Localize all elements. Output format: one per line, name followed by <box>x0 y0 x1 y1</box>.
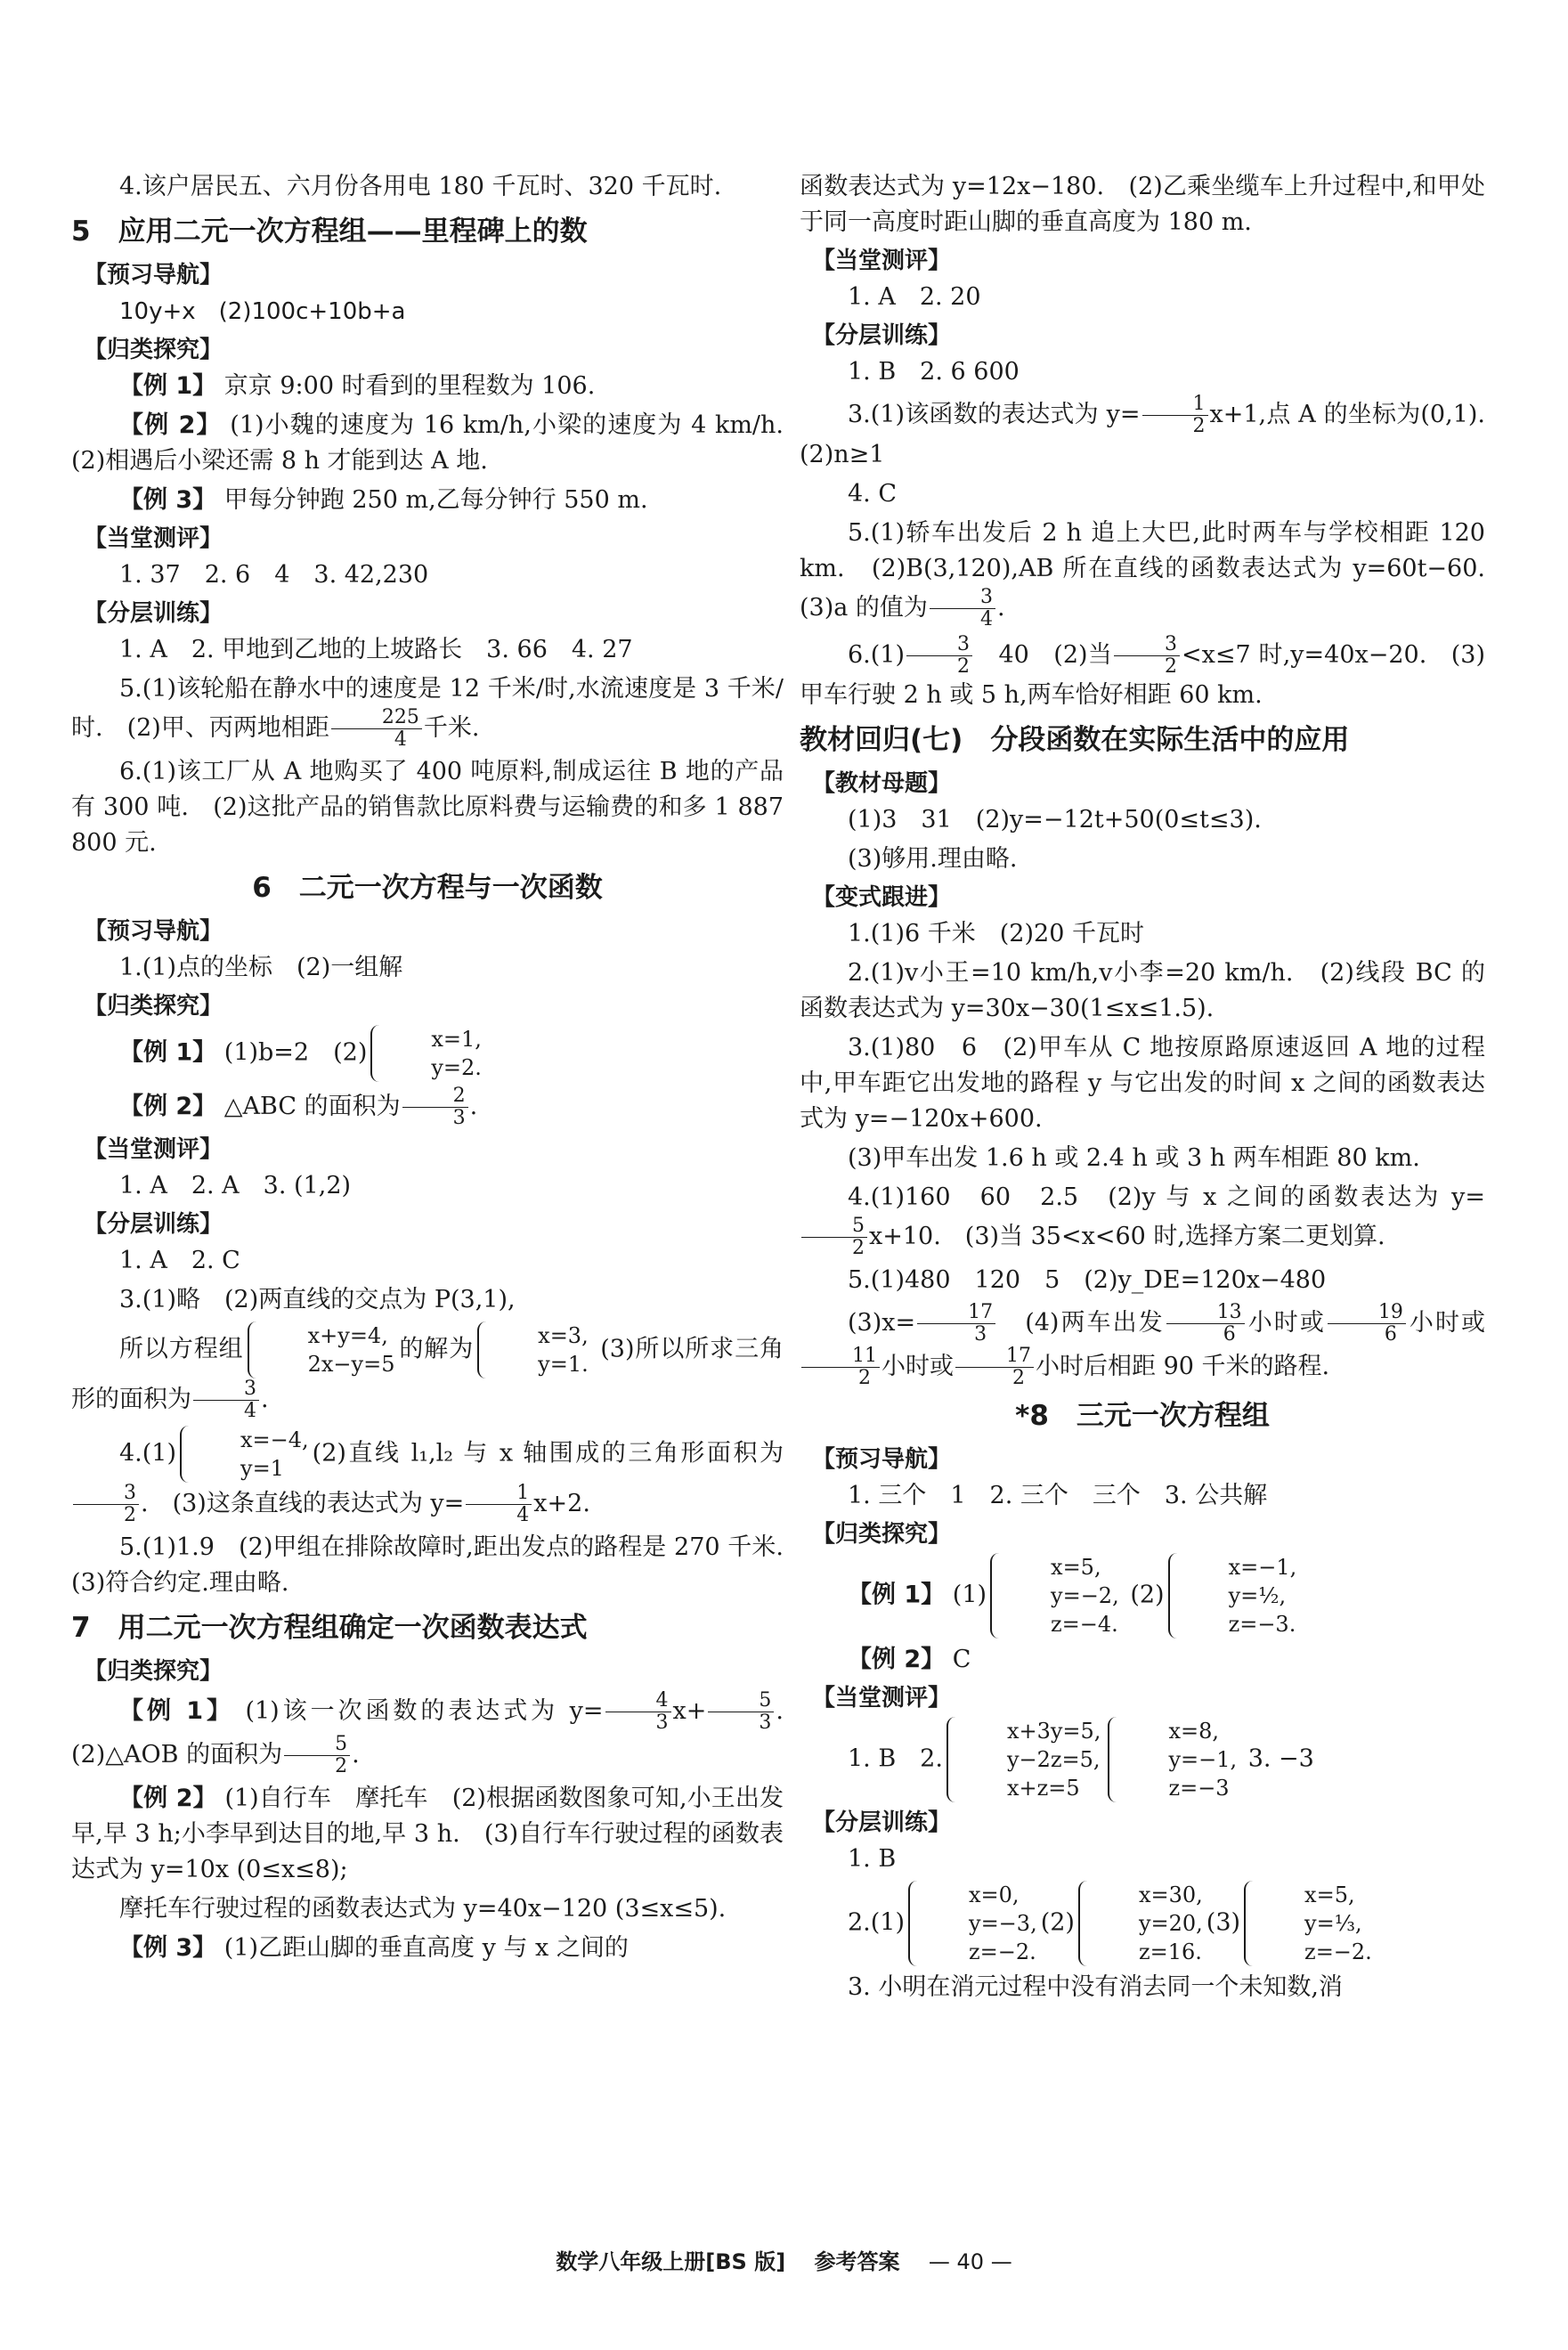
answer-text: 小时或 <box>1246 1309 1326 1337</box>
answer-text: . (3)这条直线的表达式为 y= <box>141 1490 465 1517</box>
answer-line: 4.该户居民五、六月份各用电 180 千瓦时、320 千瓦时. <box>119 173 722 200</box>
example-text: . (2)△AOB 的面积为 <box>71 1697 808 1769</box>
tag-explore: 【归类探究】 <box>84 993 223 1020</box>
answer-text: (4)两车出发 <box>997 1309 1165 1337</box>
answer-line <box>71 1321 784 1422</box>
system-row: x=0, <box>969 1882 1020 1907</box>
answer-line: 1. B <box>848 1845 897 1873</box>
numerator: 2 <box>402 1086 468 1108</box>
example-label: 【例 1】 <box>119 372 217 400</box>
answer-text: x+2. <box>533 1490 590 1517</box>
system-rows <box>921 1881 1037 1966</box>
system-row: y=−2, <box>1051 1583 1119 1608</box>
fraction <box>466 1483 532 1526</box>
answer-line <box>71 1426 784 1526</box>
answer-text: 的解为 <box>398 1335 475 1363</box>
brace <box>248 1321 256 1378</box>
system-row: 2x−y=5 <box>307 1352 395 1377</box>
denominator: 4 <box>979 608 993 630</box>
numerator: 5 <box>284 1734 350 1756</box>
example-text: 京京 9:00 时看到的里程数为 106. <box>223 372 596 400</box>
brace <box>1168 1553 1177 1638</box>
system-row: z=−3 <box>1168 1776 1230 1801</box>
system-row: y=⅓, <box>1304 1911 1362 1936</box>
system-rows <box>383 1025 482 1082</box>
system-row: y=−3, <box>969 1911 1037 1936</box>
system-row: x=30, <box>1138 1882 1203 1907</box>
example-2 <box>800 1642 1485 1678</box>
answer-line: 4. C <box>848 480 898 508</box>
answer-text: 所以方程组 <box>119 1335 244 1363</box>
system-row: y−2z=5, <box>1006 1747 1101 1772</box>
answer-text: 40 (2)当 <box>974 641 1112 669</box>
system-row: z=−2. <box>969 1939 1036 1964</box>
answer-text: (3)所 <box>600 1335 661 1363</box>
equation-system <box>990 1553 1119 1638</box>
equation-system <box>180 1426 309 1483</box>
answer-line: 5.(1)1.9 (2)甲组在排除故障时,距出发点的路程是 270 千米. (3)符合约定.理由略. <box>71 1533 808 1597</box>
answer-text: 以所求三角形的面积为 <box>71 1335 784 1413</box>
tag-explore: 【归类探究】 <box>84 337 223 363</box>
numerator: 13 <box>1166 1302 1245 1324</box>
example-label: 【例 2】 <box>119 1785 217 1812</box>
answer-text: 2.(1) <box>848 1908 906 1937</box>
equation-system <box>1244 1881 1372 1966</box>
numerator: 11 <box>801 1346 880 1368</box>
fraction <box>73 1483 139 1526</box>
tag-training: 【分层训练】 <box>84 600 223 627</box>
answer-text: 小时或 <box>1407 1309 1486 1337</box>
tag-training: 【分层训练】 <box>812 322 952 349</box>
answer-text: 1. B 2. <box>848 1744 943 1773</box>
denominator: 4 <box>394 728 407 751</box>
brace <box>370 1025 379 1082</box>
denominator: 3 <box>974 1323 987 1346</box>
denominator: 3 <box>655 1712 669 1734</box>
system-row: y=20, <box>1138 1911 1203 1936</box>
answer-line <box>800 516 1509 630</box>
brace <box>946 1717 955 1802</box>
tag-class-test: 【当堂测评】 <box>84 525 223 552</box>
numerator: 3 <box>930 587 995 609</box>
system-rows <box>1181 1553 1297 1638</box>
numerator: 1 <box>1142 394 1208 416</box>
fraction <box>955 1346 1034 1389</box>
answer-line: 1.(1)6 千米 (2)20 千瓦时 <box>848 920 1144 947</box>
example-label: 【例 3】 <box>119 486 217 514</box>
tag-preview: 【预习导航】 <box>84 262 223 289</box>
numerator: 3 <box>193 1378 259 1401</box>
system-row: y=1. <box>538 1352 589 1377</box>
tag-training: 【分层训练】 <box>812 1809 952 1836</box>
tag-class-test: 【当堂测评】 <box>812 1685 952 1712</box>
example-text: (1)乙距山脚的垂直高度 y 与 x 之间的 <box>223 1934 629 1962</box>
system-row: x=1, <box>431 1027 482 1052</box>
answer-line: 1. B 2. 6 600 <box>848 358 1020 386</box>
brace <box>990 1553 999 1638</box>
tag-class-test: 【当堂测评】 <box>84 1136 223 1163</box>
fraction <box>331 707 422 751</box>
numerator: 19 <box>1328 1302 1406 1324</box>
tag-preview: 【预习导航】 <box>84 918 223 945</box>
answer-line: 摩托车行驶过程的函数表达式为 y=40x−120 (3≤x≤5). <box>119 1895 727 1923</box>
answer-text: (3)x= <box>848 1309 916 1337</box>
numerator: 225 <box>331 707 422 729</box>
numerator: 3 <box>73 1483 139 1505</box>
answer-text: (2)直线 l₁,l₂ 与 x 轴围成的三角形面积为 <box>312 1439 784 1468</box>
answer-text: x+1,点 A 的坐标为(0,1). (2)n≥1 <box>800 401 1509 468</box>
fraction <box>605 1690 671 1734</box>
numerator: 3 <box>906 634 972 656</box>
example-text: . <box>352 1741 360 1769</box>
answer-line <box>71 671 784 751</box>
answer-text: 千米. <box>423 714 480 742</box>
left-column <box>71 169 808 1970</box>
example-text: (1)该一次函数的表达式为 y= <box>245 1697 604 1725</box>
example-text: (1)b=2 (2) <box>223 1038 368 1067</box>
answer-text: 4.(1)160 60 2.5 (2)y 与 x 之间的函数表达为 y= <box>848 1183 1485 1211</box>
brace <box>908 1881 917 1966</box>
fraction <box>284 1734 350 1777</box>
tag-class-test: 【当堂测评】 <box>812 248 952 274</box>
answer-line: 1. 37 2. 6 4 3. 42,230 <box>119 561 429 589</box>
brace <box>180 1426 189 1483</box>
system-row: z=−4. <box>1051 1612 1118 1637</box>
answer-line <box>800 393 1509 473</box>
example-text: x+ <box>672 1697 707 1725</box>
answer-line <box>800 634 1485 713</box>
denominator: 4 <box>244 1400 256 1422</box>
system-row: z=−3. <box>1228 1612 1296 1637</box>
answer-label: 参考答案 <box>814 2249 900 2274</box>
system-rows <box>1256 1881 1372 1966</box>
example-text: △ABC 的面积为 <box>223 1093 401 1120</box>
equation-system <box>946 1717 1101 1802</box>
system-row: x=−4, <box>240 1427 309 1452</box>
answer-text: . <box>261 1386 269 1413</box>
system-rows <box>260 1321 395 1378</box>
answer-line: 10y+x (2)100c+10b+a <box>119 298 406 325</box>
system-rows <box>1120 1717 1237 1802</box>
page-footer <box>0 2244 1568 2275</box>
answer-text: . <box>996 594 1005 622</box>
brace <box>1078 1881 1087 1966</box>
system-rows <box>1091 1881 1203 1966</box>
answer-text: 5.(1)该轮船在静水中的速度是 12 千米/时,水流速度是 3 千米/时. (2)甲、丙两地相距 <box>71 675 784 742</box>
example-1 <box>800 1553 1485 1638</box>
system-row: z=−2. <box>1304 1939 1372 1964</box>
brace <box>477 1321 486 1378</box>
answer-line <box>800 1302 1485 1389</box>
answer-line: 1. A 2. 甲地到乙地的上坡路长 3. 66 4. 27 <box>119 636 633 663</box>
denominator: 2 <box>335 1755 348 1777</box>
answer-line: 1. 三个 1 2. 三个 三个 3. 公共解 <box>848 1482 1268 1509</box>
tag-variation: 【变式跟进】 <box>812 884 952 911</box>
example-text: . <box>469 1093 478 1120</box>
example-2 <box>71 1086 784 1129</box>
answer-line: 2.(1)v小王=10 km/h,v小李=20 km/h. (2)线段 BC 的函数表达式为 y=30x−30(1≤x≤1.5). <box>800 959 1485 1022</box>
system-rows <box>959 1717 1101 1802</box>
answer-text: 3.(1)该函数的表达式为 y= <box>848 401 1141 428</box>
answer-line: 1.(1)点的坐标 (2)一组解 <box>119 954 403 981</box>
answer-text: <x≤7 时,y=40x−20. (3)甲车行驶 2 h 或 5 h,两车恰好相距 60 km. <box>800 641 1485 709</box>
denominator: 2 <box>1012 1367 1025 1389</box>
book-title: 数学八年级上册[BS 版] <box>556 2249 786 2274</box>
example-1 <box>71 1025 784 1082</box>
answer-text: (3) <box>1206 1908 1241 1937</box>
answer-line: (3)甲车出发 1.6 h 或 2.4 h 或 3 h 两车相距 80 km. <box>848 1144 1420 1172</box>
denominator: 3 <box>759 1712 772 1734</box>
numerator: 3 <box>1114 634 1180 656</box>
example-3 <box>71 1931 784 1966</box>
system-row: x=5, <box>1304 1882 1355 1907</box>
answer-text: 6.(1) <box>848 641 906 669</box>
tag-preview: 【预习导航】 <box>812 1446 952 1473</box>
brace <box>1108 1717 1117 1802</box>
system-row: x=8, <box>1168 1719 1219 1744</box>
system-row: x=−1, <box>1228 1555 1297 1580</box>
example-text: (2) <box>1130 1581 1165 1609</box>
denominator: 2 <box>1165 655 1177 678</box>
fraction <box>917 1302 995 1346</box>
section-7-title: 7 用二元一次方程组确定一次函数表达式 <box>71 1612 588 1644</box>
answer-line: 5.(1)480 120 5 (2)y_DE=120x−480 <box>848 1266 1327 1294</box>
example-label: 【例 2】 <box>119 1093 217 1120</box>
brace <box>1244 1881 1253 1966</box>
section-6-title: 6 二元一次方程与一次函数 <box>252 872 603 904</box>
page-number: — 40 — <box>928 2249 1012 2274</box>
system-row: x+z=5 <box>1006 1776 1080 1801</box>
section-8-title: *8 三元一次方程组 <box>1015 1400 1270 1432</box>
equation-system <box>477 1321 589 1378</box>
example-3 <box>71 483 784 518</box>
system-row: x+3y=5, <box>1006 1719 1101 1744</box>
example-text: 甲每分钟跑 250 m,乙每分钟行 550 m. <box>223 486 648 514</box>
fraction <box>906 634 972 678</box>
answer-text: 小时或 <box>881 1353 954 1380</box>
fraction <box>801 1346 880 1389</box>
numerator: 5 <box>801 1216 867 1238</box>
denominator: 6 <box>1384 1323 1397 1346</box>
system-rows <box>192 1426 309 1483</box>
equation-system <box>908 1881 1037 1966</box>
system-row: x+y=4, <box>307 1323 388 1348</box>
denominator: 6 <box>1223 1323 1236 1346</box>
denominator: 2 <box>124 1504 136 1526</box>
equation-system <box>1168 1553 1297 1638</box>
fraction <box>1166 1302 1245 1346</box>
example-label: 【例 1】 <box>119 1038 217 1067</box>
example-label: 【例 1】 <box>119 1697 234 1725</box>
section-5-title: 5 应用二元一次方程组——里程碑上的数 <box>71 215 588 248</box>
answer-line: 1. A 2. C <box>119 1247 240 1274</box>
equation-system <box>370 1025 482 1082</box>
tag-training: 【分层训练】 <box>84 1211 223 1238</box>
system-row: y=½, <box>1228 1583 1287 1608</box>
tag-explore: 【归类探究】 <box>812 1521 952 1548</box>
answer-line <box>800 1881 1485 1966</box>
numerator: 5 <box>708 1690 774 1712</box>
example-text: (1)自行车 摩托车 (2)根据函数图象可知,小王出发早,早 3 h;小李早到达目的地,早 3 h. (3)自行车行驶过程的函数表达式为 y=10x (0≤x≤8); <box>71 1785 784 1883</box>
example-label: 【例 3】 <box>119 1934 217 1962</box>
answer-line: 函数表达式为 y=12x−180. (2)乙乘坐缆车上升过程中,和甲处于同一高度时距山脚的垂直高度为 180 m. <box>800 173 1485 236</box>
denominator: 2 <box>957 655 971 678</box>
answer-line: (1)3 31 (2)y=−12t+50(0≤t≤3). <box>848 806 1262 833</box>
example-text: C <box>952 1646 971 1673</box>
answer-line: (3)够用.理由略. <box>848 845 1018 873</box>
fraction <box>402 1086 468 1129</box>
denominator: 2 <box>858 1367 871 1389</box>
equation-system <box>1108 1717 1237 1802</box>
example-2 <box>71 408 808 479</box>
fraction <box>708 1690 774 1734</box>
fraction <box>801 1216 867 1259</box>
answer-line: 1. A 2. A 3. (1,2) <box>119 1172 352 1199</box>
answer-line: 6.(1)该工厂从 A 地购买了 400 吨原料,制成运往 B 地的产品有 300 吨. (2)这批产品的销售款比原料费与运输费的和多 1 887 800 元. <box>71 758 784 857</box>
numerator: 17 <box>955 1346 1034 1368</box>
system-row: x=5, <box>1051 1555 1101 1580</box>
answer-text: 3. −3 <box>1247 1744 1314 1773</box>
numerator: 17 <box>917 1302 995 1324</box>
example-text: (1)小魏的速度为 16 km/h,小梁的速度为 4 km/h. (2)相遇后小梁还需 8 h 才能到达 A 地. <box>71 411 808 475</box>
system-row: y=2. <box>431 1055 482 1080</box>
example-1 <box>71 369 784 404</box>
system-row: y=1 <box>240 1456 284 1481</box>
answer-text: 5.(1)轿车出发后 2 h 追上大巴,此时两车与学校相距 120 km. (2)B(3,120),AB 所在直线的函数表达式为 y=60t−60. (3)a 的值为 <box>800 519 1509 622</box>
example-label: 【例 2】 <box>848 1646 946 1673</box>
review-7-title: 教材回归(七) 分段函数在实际生活中的应用 <box>800 724 1350 756</box>
example-text: (1) <box>952 1581 987 1609</box>
answer-line: 3. 小明在消元过程中没有消去同一个未知数,消 <box>848 1973 1343 2001</box>
answer-line <box>800 1717 1485 1802</box>
answer-line: 3.(1)80 6 (2)甲车从 C 地按原路原速返回 A 地的过程中,甲车距它出发地的路程 y 与它出发的时间 x 之间的函数表达式为 y=−120x+600. <box>800 1034 1485 1133</box>
fraction <box>193 1378 259 1422</box>
denominator: 2 <box>852 1237 865 1259</box>
denominator: 2 <box>1192 415 1206 437</box>
answer-line <box>800 1180 1485 1259</box>
tag-explore: 【归类探究】 <box>84 1658 223 1685</box>
system-row: z=16. <box>1138 1939 1202 1964</box>
denominator: 3 <box>452 1107 466 1129</box>
fraction <box>1114 634 1180 678</box>
answer-line: 1. A 2. 20 <box>848 283 981 311</box>
answer-line: 3.(1)略 (2)两直线的交点为 P(3,1), <box>119 1286 516 1313</box>
fraction <box>930 587 995 630</box>
fraction <box>1142 394 1208 437</box>
right-column <box>800 169 1509 2009</box>
system-row: x=3, <box>538 1323 589 1348</box>
answer-text: (2) <box>1040 1908 1075 1937</box>
tag-textbook-problem: 【教材母题】 <box>812 770 952 797</box>
example-1 <box>71 1689 808 1777</box>
denominator: 4 <box>516 1504 530 1526</box>
answer-text: x+10. (3)当 35<x<60 时,选择方案二更划算. <box>869 1223 1385 1250</box>
system-rows <box>490 1321 589 1378</box>
equation-system <box>1078 1881 1203 1966</box>
system-rows <box>1003 1553 1119 1638</box>
example-2 <box>71 1781 784 1888</box>
answer-text: 4.(1) <box>119 1439 177 1468</box>
numerator: 1 <box>466 1483 532 1505</box>
fraction <box>1328 1302 1406 1346</box>
system-row: y=−1, <box>1168 1747 1238 1772</box>
example-label: 【例 2】 <box>119 411 222 439</box>
answer-text: 小时后相距 90 千米的路程. <box>1036 1353 1330 1380</box>
example-label: 【例 1】 <box>848 1581 946 1609</box>
numerator: 4 <box>605 1690 671 1712</box>
equation-system <box>248 1321 395 1378</box>
